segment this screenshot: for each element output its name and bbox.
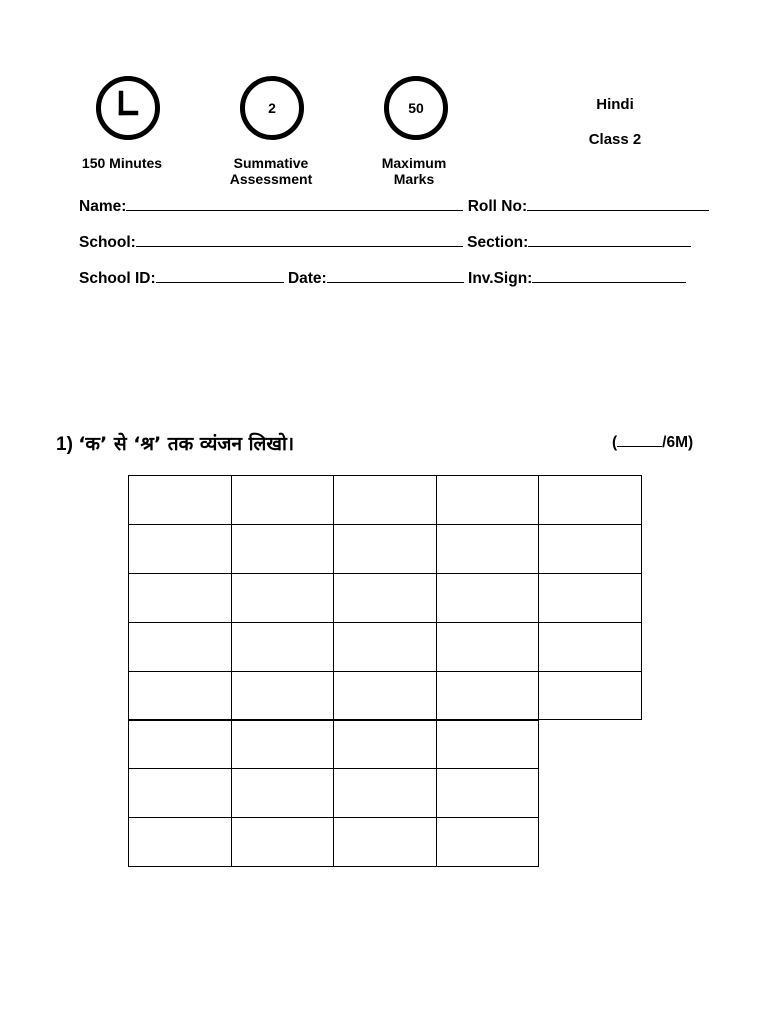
school-field[interactable] <box>136 232 463 247</box>
grid-cell[interactable] <box>231 622 335 672</box>
grid-cell[interactable] <box>333 817 437 867</box>
school-id-label: School ID: <box>79 270 156 287</box>
grid-cell[interactable] <box>231 475 335 525</box>
grid-cell[interactable] <box>436 573 540 623</box>
section-label: Section: <box>467 234 529 251</box>
inv-sign-label: Inv.Sign: <box>468 270 533 287</box>
duration-label: 150 Minutes <box>81 155 163 171</box>
assessment-label-line1: Summative <box>233 155 309 171</box>
name-label: Name: <box>79 198 127 215</box>
grid-cell[interactable] <box>333 524 437 574</box>
date-label: Date: <box>287 270 327 287</box>
max-marks-value: 50 <box>408 100 424 116</box>
marks-field[interactable] <box>617 434 662 447</box>
grid-cell[interactable] <box>436 768 540 818</box>
roll-no-field[interactable] <box>527 196 709 211</box>
class-title: Class 2 <box>588 131 642 148</box>
grid-cell[interactable] <box>128 475 232 525</box>
assessment-label <box>215 155 327 187</box>
date-field[interactable] <box>327 268 464 283</box>
schoolid-date-sign-row <box>79 268 686 288</box>
grid-cell[interactable] <box>128 573 232 623</box>
grid-cell[interactable] <box>333 573 437 623</box>
max-marks-label-line1: Maximum <box>381 155 447 171</box>
grid-cell[interactable] <box>128 524 232 574</box>
assessment-label-line2: Assessment <box>229 171 313 187</box>
inv-sign-field[interactable] <box>532 268 686 283</box>
grid-cell[interactable] <box>231 768 335 818</box>
grid-cell[interactable] <box>128 768 232 818</box>
max-marks-label <box>364 155 464 187</box>
grid-cell[interactable] <box>128 622 232 672</box>
school-section-row <box>79 232 691 252</box>
name-roll-row <box>79 196 709 216</box>
grid-cell[interactable] <box>538 671 642 721</box>
max-marks-badge <box>384 76 448 140</box>
section-field[interactable] <box>528 232 691 247</box>
grid-cell[interactable] <box>231 573 335 623</box>
grid-cell[interactable] <box>436 817 540 867</box>
clock-hands-icon <box>108 88 148 128</box>
grid-cell[interactable] <box>538 524 642 574</box>
grid-cell[interactable] <box>231 524 335 574</box>
school-id-field[interactable] <box>156 268 284 283</box>
max-marks-label-line2: Marks <box>393 171 435 187</box>
grid-cell[interactable] <box>128 671 232 721</box>
grid-cell[interactable] <box>231 720 335 770</box>
assessment-number: 2 <box>268 100 276 116</box>
grid-cell[interactable] <box>333 622 437 672</box>
grid-cell[interactable] <box>333 768 437 818</box>
grid-cell[interactable] <box>333 475 437 525</box>
question-1 <box>56 430 294 456</box>
grid-cell[interactable] <box>436 524 540 574</box>
roll-no-label: Roll No: <box>467 198 528 215</box>
grid-cell[interactable] <box>231 671 335 721</box>
school-label: School: <box>79 234 136 251</box>
grid-cell[interactable] <box>128 720 232 770</box>
question-1-marks <box>612 434 693 452</box>
grid-cell[interactable] <box>436 671 540 721</box>
grid-cell[interactable] <box>333 720 437 770</box>
grid-cell[interactable] <box>231 817 335 867</box>
name-field[interactable] <box>126 196 463 211</box>
grid-cell[interactable] <box>538 573 642 623</box>
grid-cell[interactable] <box>333 671 437 721</box>
question-1-number: 1) <box>56 434 73 455</box>
grid-cell[interactable] <box>436 622 540 672</box>
grid-cell[interactable] <box>538 475 642 525</box>
question-1-text: ‘क’ से ‘श्र’ तक व्यंजन लिखो। <box>78 433 295 455</box>
grid-cell[interactable] <box>538 622 642 672</box>
marks-open: ( <box>612 434 618 451</box>
assessment-number-badge <box>240 76 304 140</box>
grid-cell[interactable] <box>436 475 540 525</box>
subject-title: Hindi <box>596 96 634 113</box>
grid-cell[interactable] <box>436 720 540 770</box>
marks-close: /6M) <box>662 434 694 451</box>
clock-icon <box>96 76 160 140</box>
grid-cell[interactable] <box>128 817 232 867</box>
